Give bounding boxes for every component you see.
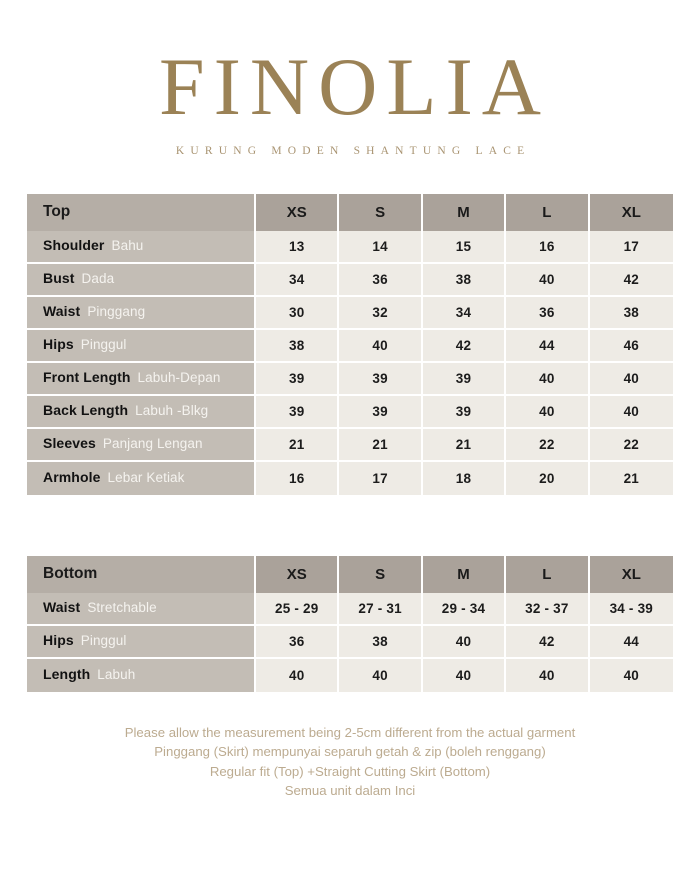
row-label-en: Length xyxy=(43,666,91,683)
brand-header xyxy=(0,0,700,157)
cell-value: 36 xyxy=(506,297,589,330)
cell-value: 44 xyxy=(506,330,589,363)
row-label-bust xyxy=(27,264,256,297)
cell-value: 13 xyxy=(256,231,339,264)
table-row xyxy=(27,659,673,692)
cell-value: 16 xyxy=(506,231,589,264)
footer-notes xyxy=(0,723,700,801)
row-label-en: Front Length xyxy=(43,369,131,386)
cell-value: 40 xyxy=(590,363,673,396)
note-line: Semua unit dalam Inci xyxy=(284,783,416,799)
top-size-table-wrap xyxy=(27,194,673,495)
table-row xyxy=(27,297,673,330)
note-line: Regular fit (Top) +Straight Cutting Skirt (Bottom) xyxy=(209,763,491,779)
bottom-size-header-l: L xyxy=(506,556,589,593)
cell-value: 34 - 39 xyxy=(590,593,673,626)
cell-value: 36 xyxy=(339,264,422,297)
table-row xyxy=(27,396,673,429)
cell-value: 40 xyxy=(339,330,422,363)
cell-value: 40 xyxy=(506,363,589,396)
cell-value: 29 - 34 xyxy=(423,593,506,626)
bottom-size-table-wrap xyxy=(27,556,673,692)
top-table-body xyxy=(27,231,673,495)
cell-value: 40 xyxy=(590,396,673,429)
cell-value: 44 xyxy=(590,626,673,659)
table-row xyxy=(27,429,673,462)
row-label-en: Hips xyxy=(43,336,74,353)
row-label-waist-stretchable xyxy=(27,593,256,626)
row-label-ms: Dada xyxy=(81,271,115,287)
cell-value: 25 - 29 xyxy=(256,593,339,626)
cell-value: 21 xyxy=(256,429,339,462)
cell-value: 16 xyxy=(256,462,339,495)
row-label-waist xyxy=(27,297,256,330)
cell-value: 34 xyxy=(423,297,506,330)
row-label-en: Armhole xyxy=(43,469,101,486)
row-label-en: Waist xyxy=(43,599,81,616)
top-size-header-l: L xyxy=(506,194,589,231)
note-line: Pinggang (Skirt) mempunyai separuh getah & zip (boleh renggang) xyxy=(154,744,546,760)
bottom-table-body xyxy=(27,593,673,692)
cell-value: 42 xyxy=(590,264,673,297)
cell-value: 34 xyxy=(256,264,339,297)
bottom-size-header-s: S xyxy=(339,556,422,593)
table-row xyxy=(27,330,673,363)
cell-value: 42 xyxy=(506,626,589,659)
brand-title: FINOLIA xyxy=(159,41,550,132)
table-row xyxy=(27,626,673,659)
row-label-ms: Labuh-Depan xyxy=(137,370,221,386)
row-label-ms: Pinggul xyxy=(80,337,127,353)
row-label-en: Waist xyxy=(43,303,81,320)
bottom-size-header-m: M xyxy=(423,556,506,593)
cell-value: 39 xyxy=(256,396,339,429)
top-size-header-xl: XL xyxy=(590,194,673,231)
row-label-shoulder xyxy=(27,231,256,264)
row-label-hips-bottom xyxy=(27,626,256,659)
row-label-ms: Pinggul xyxy=(80,633,127,649)
table-row xyxy=(27,231,673,264)
bottom-table-head xyxy=(27,556,673,593)
cell-value: 15 xyxy=(423,231,506,264)
cell-value: 21 xyxy=(423,429,506,462)
row-label-ms: Panjang Lengan xyxy=(102,436,203,452)
cell-value: 40 xyxy=(590,659,673,692)
cell-value: 39 xyxy=(339,363,422,396)
row-label-ms: Labuh -Blkg xyxy=(135,403,209,419)
cell-value: 21 xyxy=(590,462,673,495)
cell-value: 27 - 31 xyxy=(339,593,422,626)
top-size-header-xs: XS xyxy=(256,194,339,231)
row-label-ms: Labuh xyxy=(97,667,136,683)
cell-value: 42 xyxy=(423,330,506,363)
table-row xyxy=(27,264,673,297)
row-label-hips xyxy=(27,330,256,363)
table-header-row xyxy=(27,556,673,593)
cell-value: 40 xyxy=(256,659,339,692)
cell-value: 38 xyxy=(339,626,422,659)
row-label-ms: Stretchable xyxy=(87,600,157,616)
cell-value: 14 xyxy=(339,231,422,264)
cell-value: 30 xyxy=(256,297,339,330)
bottom-size-table xyxy=(27,556,673,692)
cell-value: 22 xyxy=(590,429,673,462)
cell-value: 18 xyxy=(423,462,506,495)
row-label-ms: Bahu xyxy=(111,238,144,254)
row-label-en: Shoulder xyxy=(43,237,105,254)
cell-value: 20 xyxy=(506,462,589,495)
cell-value: 38 xyxy=(423,264,506,297)
cell-value: 22 xyxy=(506,429,589,462)
row-label-armhole xyxy=(27,462,256,495)
cell-value: 40 xyxy=(423,626,506,659)
cell-value: 39 xyxy=(423,396,506,429)
cell-value: 40 xyxy=(506,396,589,429)
top-size-table xyxy=(27,194,673,495)
top-size-header-m: M xyxy=(423,194,506,231)
cell-value: 38 xyxy=(256,330,339,363)
row-label-en: Hips xyxy=(43,632,74,649)
cell-value: 40 xyxy=(423,659,506,692)
cell-value: 39 xyxy=(339,396,422,429)
cell-value: 39 xyxy=(423,363,506,396)
cell-value: 46 xyxy=(590,330,673,363)
bottom-section-label: Bottom xyxy=(27,556,256,593)
cell-value: 17 xyxy=(590,231,673,264)
table-row xyxy=(27,462,673,495)
cell-value: 21 xyxy=(339,429,422,462)
cell-value: 39 xyxy=(256,363,339,396)
cell-value: 40 xyxy=(506,264,589,297)
bottom-size-header-xs: XS xyxy=(256,556,339,593)
row-label-front-length xyxy=(27,363,256,396)
row-label-back-length xyxy=(27,396,256,429)
note-line: Please allow the measurement being 2-5cm different from the actual garment xyxy=(124,724,576,740)
row-label-sleeves xyxy=(27,429,256,462)
top-size-header-s: S xyxy=(339,194,422,231)
row-label-en: Sleeves xyxy=(43,435,96,452)
cell-value: 38 xyxy=(590,297,673,330)
spacer-above-top-table xyxy=(0,157,700,194)
cell-value: 36 xyxy=(256,626,339,659)
table-header-row xyxy=(27,194,673,231)
cell-value: 32 - 37 xyxy=(506,593,589,626)
top-table-head xyxy=(27,194,673,231)
cell-value: 17 xyxy=(339,462,422,495)
top-section-label: Top xyxy=(27,194,256,231)
cell-value: 32 xyxy=(339,297,422,330)
row-label-ms: Lebar Ketiak xyxy=(107,470,185,486)
spacer-between-tables xyxy=(0,495,700,556)
row-label-en: Bust xyxy=(43,270,75,287)
row-label-ms: Pinggang xyxy=(87,304,146,320)
table-row xyxy=(27,363,673,396)
table-row xyxy=(27,593,673,626)
cell-value: 40 xyxy=(506,659,589,692)
bottom-size-header-xl: XL xyxy=(590,556,673,593)
brand-subtitle: KURUNG MODEN SHANTUNG LACE xyxy=(175,144,531,157)
cell-value: 40 xyxy=(339,659,422,692)
row-label-length xyxy=(27,659,256,692)
row-label-en: Back Length xyxy=(43,402,129,419)
